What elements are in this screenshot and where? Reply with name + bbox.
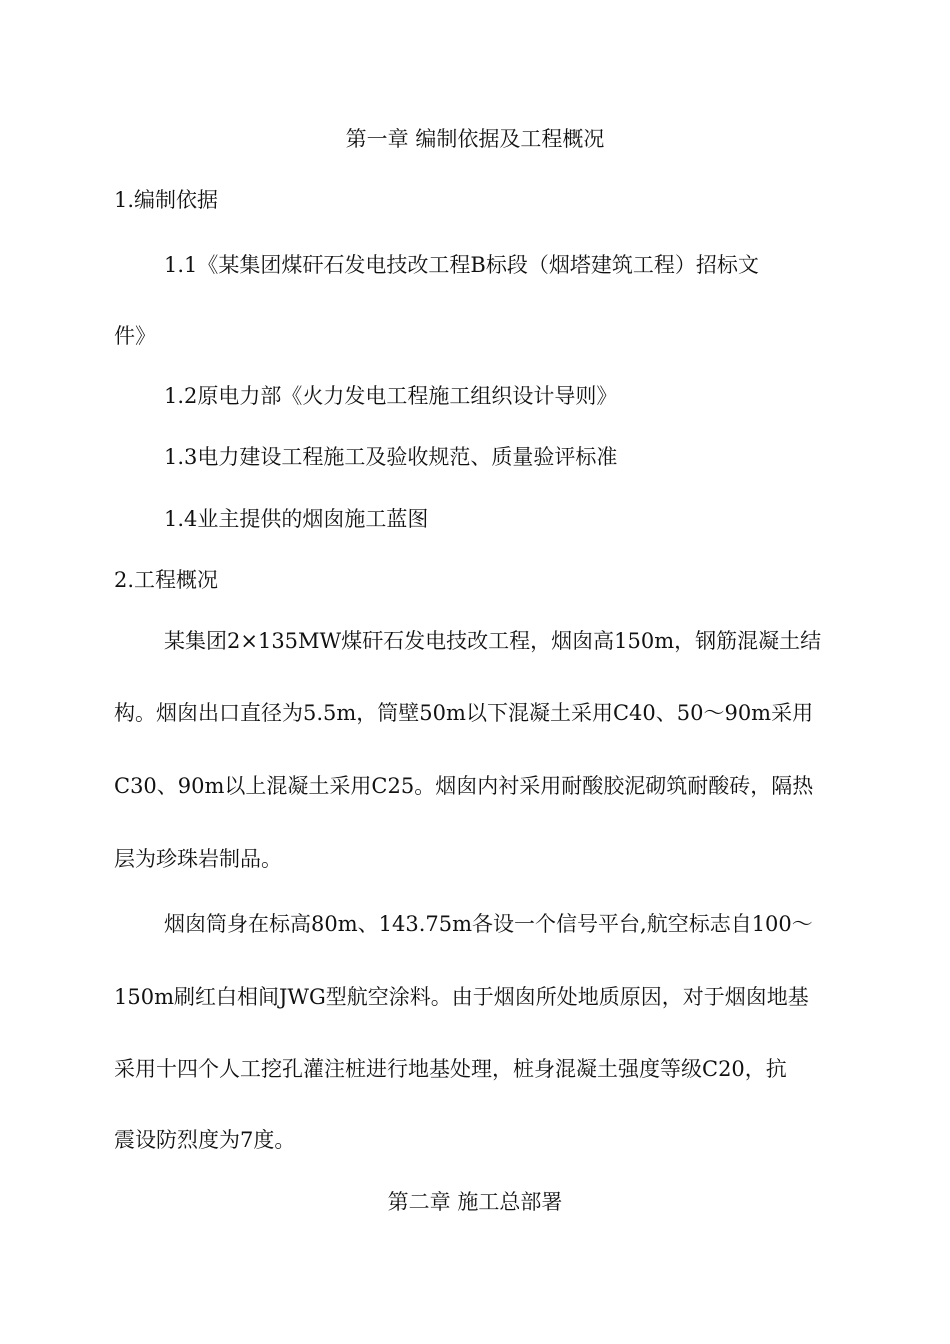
basis-item-1-line-1: 1.1《某集团煤矸石发电技改工程B标段（烟塔建筑工程）招标文 (164, 253, 759, 277)
overview-para-1-line-3: C30、90m以上混凝土采用C25。烟囱内衬采用耐酸胶泥砌筑耐酸砖，隔热 (114, 774, 814, 798)
overview-para-1-line-2: 构。烟囱出口直径为5.5m，筒壁50m以下混凝土采用C40、50～90m采用 (114, 701, 814, 725)
chapter-2-title: 第二章 施工总部署 (387, 1190, 563, 1214)
section-1-heading: 1.编制依据 (114, 188, 219, 212)
basis-item-1-line-2: 件》 (114, 324, 156, 348)
overview-para-2-line-3: 采用十四个人工挖孔灌注桩进行地基处理，桩身混凝土强度等级C20，抗 (114, 1057, 787, 1081)
overview-para-2-line-1: 烟囱筒身在标高80m、143.75m各设一个信号平台,航空标志自100～ (164, 912, 813, 936)
overview-para-2-line-4: 震设防烈度为7度。 (114, 1128, 296, 1152)
basis-item-3: 1.3电力建设工程施工及验收规范、质量验评标准 (164, 445, 618, 469)
overview-para-1-line-1: 某集团2×135MW煤矸石发电技改工程，烟囱高150m，钢筋混凝土结 (164, 629, 822, 653)
basis-item-2: 1.2原电力部《火力发电工程施工组织设计导则》 (164, 384, 618, 408)
overview-para-2-line-2: 150m刷红白相间JWG型航空涂料。由于烟囱所处地质原因，对于烟囱地基 (114, 985, 809, 1009)
chapter-1-title: 第一章 编制依据及工程概况 (345, 127, 605, 151)
basis-item-4: 1.4业主提供的烟囱施工蓝图 (164, 507, 429, 531)
overview-para-1-line-4: 层为珍珠岩制品。 (114, 847, 282, 871)
section-2-heading: 2.工程概况 (114, 568, 219, 592)
